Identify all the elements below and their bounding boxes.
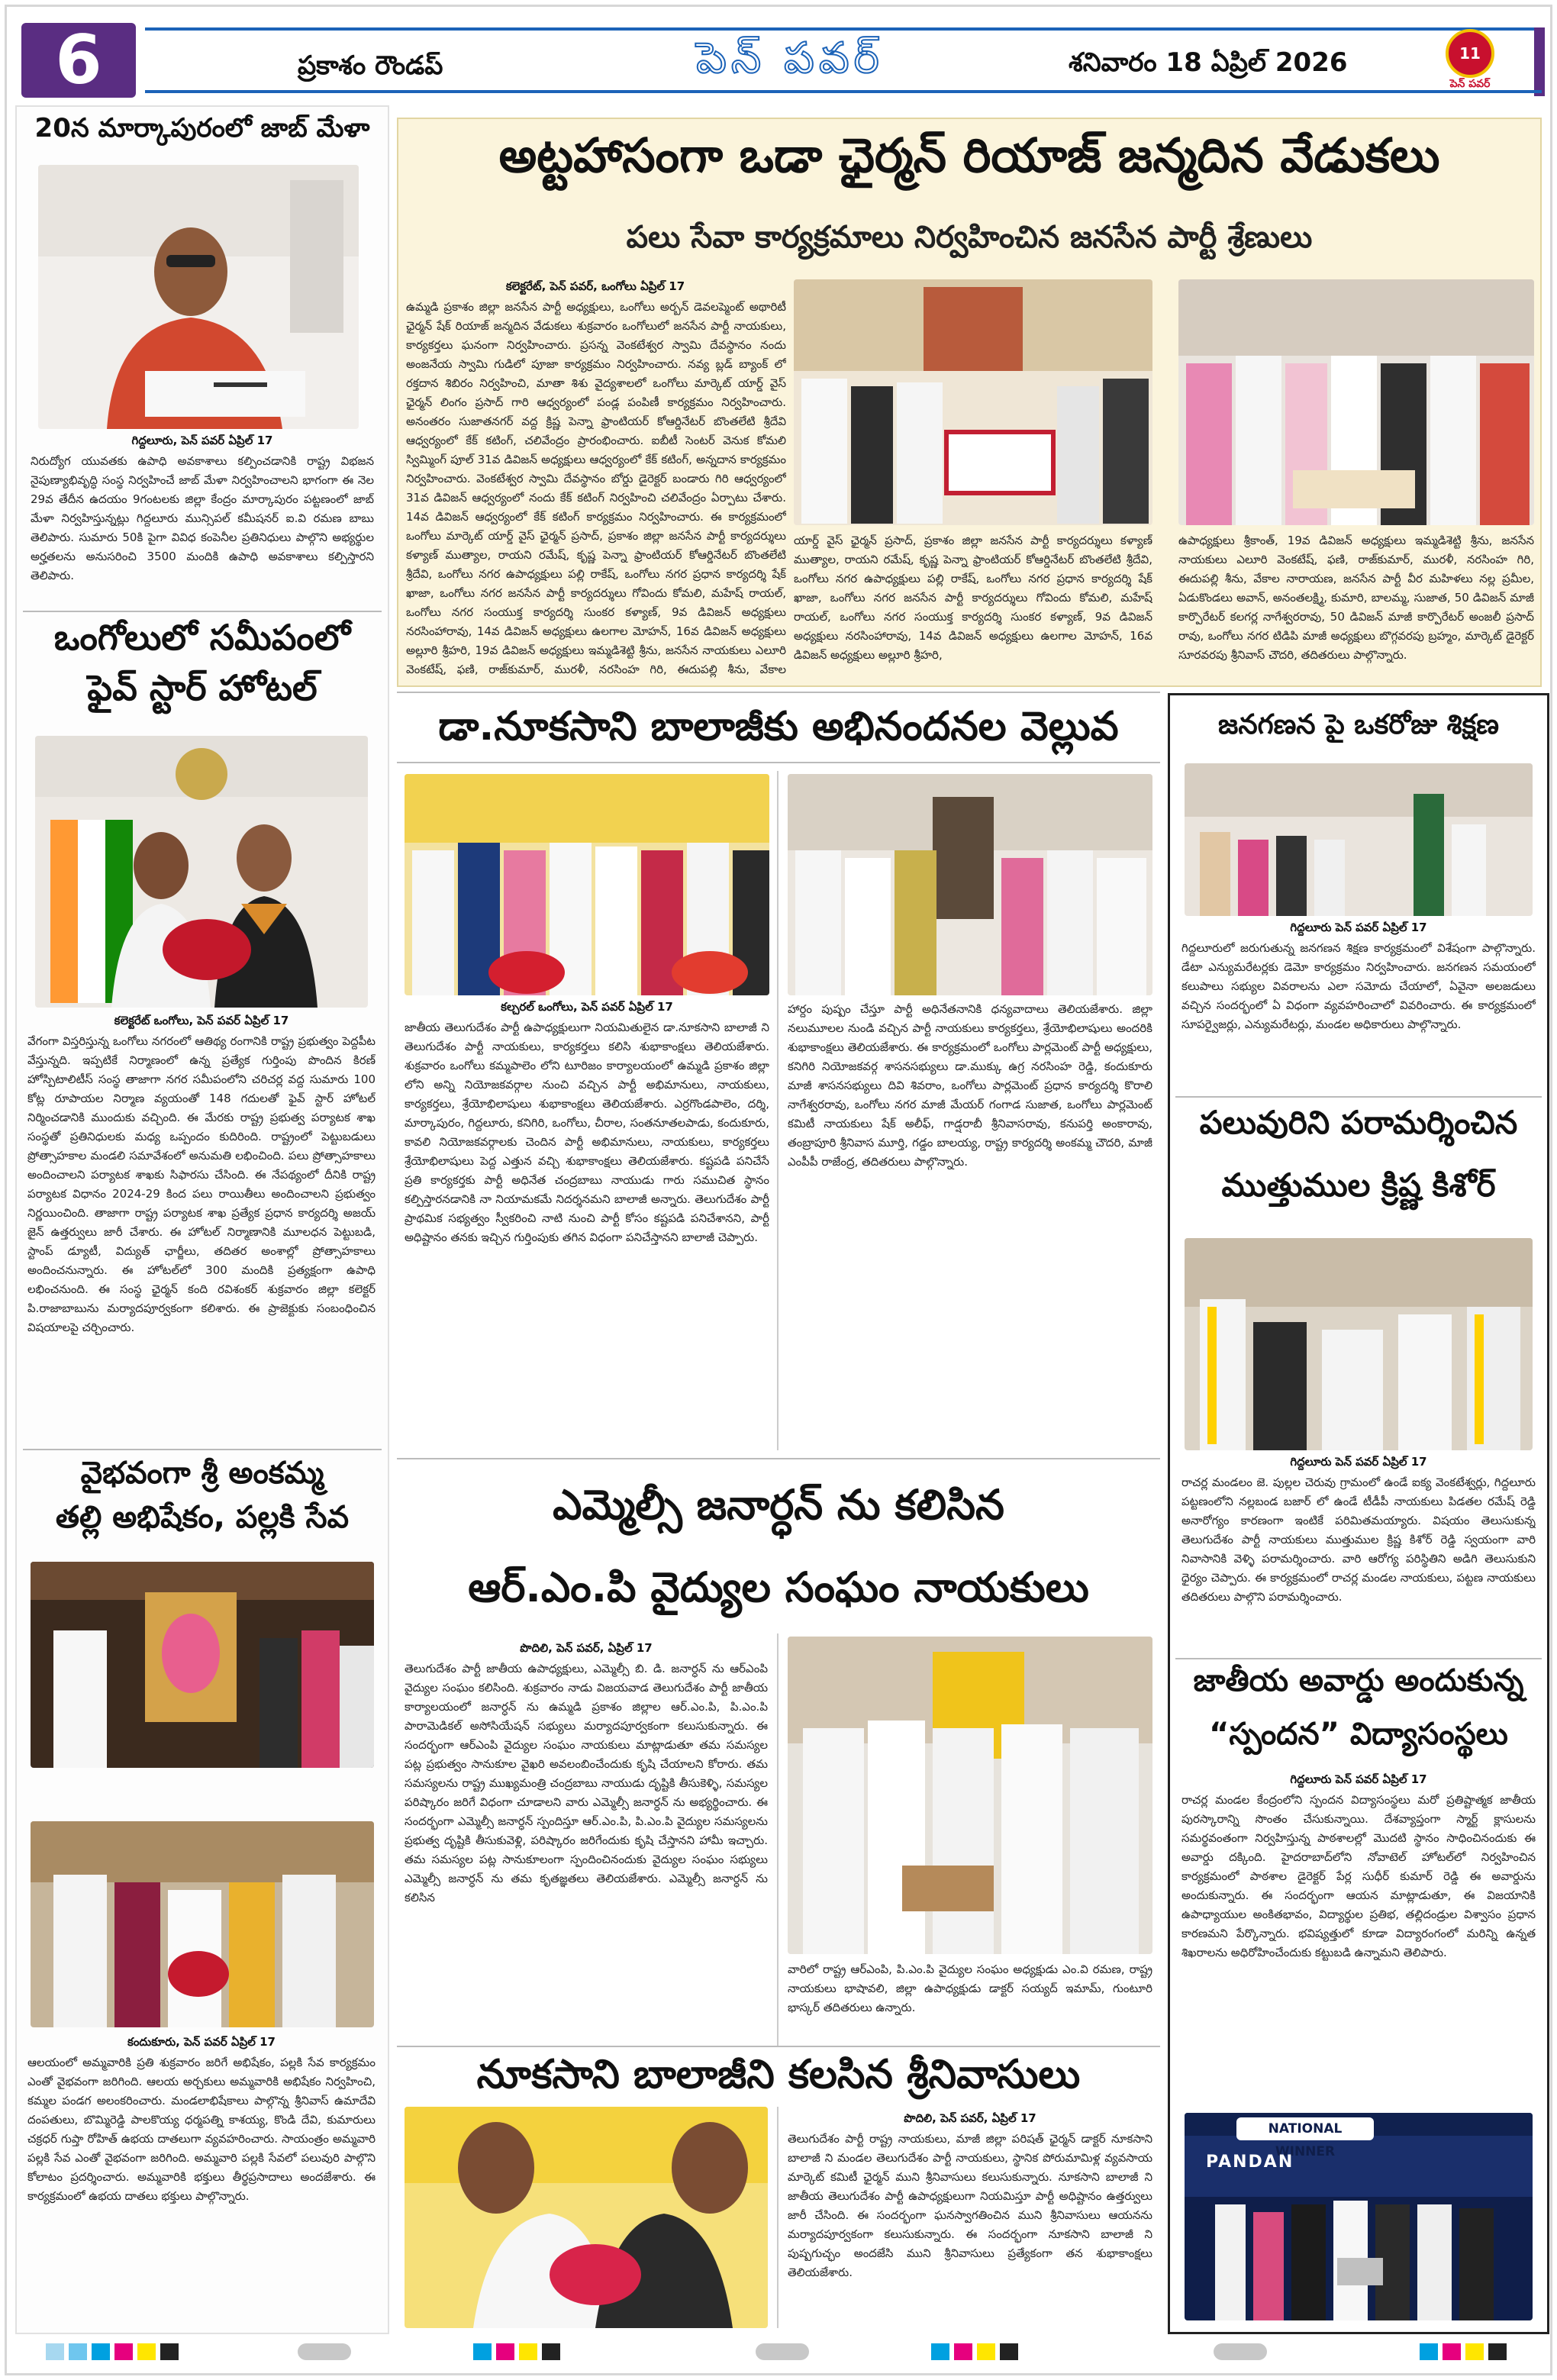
middle-story2-dateline: పొదిలి, పెన్ పవర్, ఏప్రిల్ 17 bbox=[520, 1641, 653, 1655]
middle-story2-headline-line2: ఆర్.ఎం.పి వైద్యుల సంఘం నాయకులు bbox=[468, 1563, 1089, 1611]
middle-story1-body-right: హార్దం పుష్పం చేస్తూ పార్టీ అధినేతనానికి ధన్యవాదాలు తెలియజేశారు. జిల్లా నలుమూలల నుండి వచ్చిన పార్టీ నాయకులు కార్యకర్తలు, శ్రేయోభిలాషులు అందరికి శుభాకాంక్షలు తెలియజేశారు. ఈ కార్యక్రమంలో ఒంగోలు పార్లమెంట్ పార్టీ అధ్యక్షులు, కనిగిరి నియోజకవర్గ శాసనసభ్యులు డా.ముక్కు ఉగ్ర నరసింహ రెడ్డి, కందుకూరు మాజీ శాసనసభ్యులు దివి శివరాం, ఒంగోలు పార్లమెంట్ ప్రధాన కార్యదర్శి కొరాలి నాగేశ్వరరావు, ఒంగోలు నగర మాజీ మేయర్ గంగాడ సుజాత, ఒంగోలు పార్లమెంట్ కమిటీ నాయకులు షేక్ అలీఫ్, గాడ్షరాబీ శ్రీనివాసరావు, కనుపర్తి అంకారావు, తంబ్రాపూరి శ్రీనివాస మూర్తి, గడ్డం బాలయ్య, రాష్ట్ర కార్యదర్శి అంకమ్మ చౌదరి, మాజీ ఎంపీపీ రాజేంద్ర, తదితరులు పాల్గొన్నారు. bbox=[788, 1002, 1152, 1169]
right-story3-body: రాచర్ల మండల కేంద్రంలోని స్పందన విద్యాసంస్థలు మరో ప్రతిష్టాత్మక జాతీయ పురస్కారాన్ని సొంతం చేసుకున్నాయి. దేశవ్యాప్తంగా స్మార్ట్ క్లాసులను సమర్థవంతంగా నిర్వహిస్తున్న పాఠశాలల్లో మొదటి స్థానం సాధించినందుకు ఈ అవార్డు దక్కింది. హైదరాబాద్‌లోని నోవాటెల్ హోటల్‌లో నిర్వహించిన కార్యక్రమంలో పాఠశాల డైరెక్టర్ పేర్ల సుధీర్ కుమార్ రెడ్డి ఈ అవార్డును అందుకున్నారు. ఈ సందర్భంగా ఆయన మాట్లాడుతూ, ఈ విజయానికి ఉపాధ్యాయుల అంకితభావం, విద్యార్థుల ప్రతిభ, తల్లిదండ్రుల విశ్వాసం ప్రధాన కారణమని పేర్కొన్నారు. భవిష్యత్తులో కూడా విద్యారంగంలో మరిన్ని ఉన్నత శిఖరాలను అధిరోహించేందుకు కట్టుబడి ఉన్నామని తెలిపారు. bbox=[1181, 1793, 1536, 1959]
header-top-rule bbox=[145, 27, 1542, 31]
reg-mark-1 bbox=[46, 2343, 64, 2360]
left-story1-photo bbox=[38, 165, 359, 429]
middle-column-separator-3 bbox=[777, 2107, 778, 2328]
left-story2-dateline: కలెక్టరేట్ ఒంగోలు, పెన్ పవర్ ఏప్రిల్ 17 bbox=[114, 1014, 289, 1027]
lead-subheadline: పలు సేవా కార్యక్రమాలు నిర్వహించిన జనసేన పార్టీ శ్రేణులు bbox=[626, 220, 1313, 255]
middle-story1-headline: డా.నూకసాని బాలాజీకు అభినందనల వెల్లువ bbox=[438, 704, 1119, 750]
lead-headline: అట్టహాసంగా ఒడా ఛైర్మన్ రియాజ్ జన్మదిన వేడుకలు bbox=[498, 127, 1440, 183]
reg-mark-18 bbox=[1420, 2343, 1438, 2360]
right-story1-body: గిద్దలూరులో జరుగుతున్న జనగణన శిక్షణ కార్యక్రమంలో విశేషంగా పాల్గొన్నారు. డేటా ఎన్యుమరేటర్లకు డెమో కార్యక్రమం నిర్వహించారు. జనగణన సమయంలో కలుపాలు సభ్యుల వివరాలను ఎలా సమోదు చేయాలో, ఏవైనా అలజడులు వచ్చిన సందర్భంలో ఏ విధంగా వ్యవహరించాలో వివరించారు. ఈ కార్యక్రమంలో సూపర్వైజర్లు, ఎన్యుమరేటర్లు, మండల అధికారులు పాల్గొన్నారు. bbox=[1181, 941, 1536, 1031]
left-story2-photo bbox=[35, 736, 368, 1008]
lead-photo-left bbox=[794, 279, 1152, 525]
right-story3-photo bbox=[1185, 2113, 1533, 2320]
right-story1-dateline: గిద్దలూరు పెన్ పవర్ ఏప్రిల్ 17 bbox=[1290, 921, 1427, 934]
reg-mark-14 bbox=[954, 2343, 972, 2360]
reg-mark-19 bbox=[1443, 2343, 1461, 2360]
right-story3-headline-line1: జాతీయ అవార్డు అందుకున్న bbox=[1193, 1663, 1524, 1698]
reg-mark-7 bbox=[298, 2343, 351, 2360]
left-story2-headline-line1: ఒంగోలులో సమీపంలో bbox=[53, 617, 351, 658]
page-number: 6 bbox=[21, 23, 136, 98]
reg-mark-16 bbox=[1000, 2343, 1018, 2360]
issue-date: శనివారం 18 ఏప్రిల్ 2026 bbox=[1069, 47, 1348, 78]
lead-photo-right bbox=[1178, 279, 1534, 525]
right-story2-headline-line1: పలువురిని పరామర్శించిన bbox=[1199, 1104, 1518, 1141]
middle-divider-2 bbox=[397, 1458, 1160, 1459]
right-story2-body: రాచర్ల మండలం జె. పుల్లల చెరువు గ్రామంలో ఉండే ఐక్య వెంకటేశ్వర్లు, గిద్దలూరు పట్టణంలోని నల్లబండ బజార్ లో ఉండే టీడీపీ నాయకులు పిడతల రమేష్ రెడ్డి అనారోగ్యం కారణంగా ఇంటికే పరిమితమయ్యారు. విషయం తెలుసుకున్న తెలుగుదేశం పార్టీ నాయకులు ముత్తుముల క్రిష్ణ కిశోర్ రెడ్డి స్వయంగా వారి నివాసానికి వెళ్ళి పరామర్శించారు. వారి ఆరోగ్య పరిస్థితిని అడిగి తెలుసుకుని ధైర్యం చెప్పారు. ఈ కార్యక్రమంలో రాచర్ల మండల నాయకులు, పట్టణ నాయకులు తదితరులు పాల్గొని పరామర్శించారు. bbox=[1181, 1475, 1536, 1604]
middle-story1-body-left: జాతీయ తెలుగుదేశం పార్టీ ఉపాధ్యక్షులుగా నియమితులైన డా.నూకసాని బాలాజీ ని తెలుగుదేశం పార్టీ నాయకులు, కార్యకర్తలు కలిసి శుభాకాంక్షలు తెలియజేశారు. శుక్రవారం ఒంగోలు కమ్మపాలెం లోని టూరిజం కార్యాలయంలో ఉమ్మడి ప్రకాశం జిల్లా లోని అన్ని నియోజకవర్గాల నుంచి వచ్చిన పార్టీ అభిమానులు, నాయకులు, కార్యకర్తలు, శ్రేయోభిలాషులు శుభాకాంక్షలు తెలియజేశారు. ఎర్రగొండపాలెం, దర్శి, మార్కాపురం, గిద్దలూరు, కనిగిరి, ఒంగోలు, చీరాల, సంతనూతలపాడు, కందుకూరు, కావలి నియోజకవర్గాలకు చెందిన పార్టీ అభిమానులు, నాయకులు, కార్యకర్తలు శ్రేయోభిలాషులు పెద్ద ఎత్తున వచ్చి శుభాకాంక్షలు తెలియజేశారు. కష్టపడి పనిచేసే ప్రతి కార్యకర్తకు పార్టీ అధినేత చంద్రబాబు నాయుడు గారు సముచిత స్థానం కల్పిస్తారనడానికి నా నియామకమే నిదర్శనమని బాలాజీ అన్నారు. తెలుగుదేశం పార్టీ ప్రాథమిక సభ్యత్వం స్వీకరించి నాటి నుంచి పార్టీ కోసం కష్టపడి పనిచేశానని, పార్టీ అధిష్టానం తనకు ఇచ్చిన గుర్తింపుకు తగిన విధంగా పనిచేస్తానని బాలాజీ చెప్పారు. bbox=[405, 1021, 769, 1244]
masthead: పెన్ పవర్ bbox=[696, 34, 884, 83]
reg-mark-4 bbox=[114, 2343, 133, 2360]
reg-mark-21 bbox=[1488, 2343, 1507, 2360]
middle-story2-caption: వారిలో రాష్ట్ర ఆర్ఎంపి, పి.ఎం.పి వైద్యుల సంఘం అధ్యక్షుడు ఎం.వి రమణ, రాష్ట్ర నాయకులు భాషావలి, జిల్లా ఉపాధ్యక్షుడు డాక్టర్ సయ్యద్ ఇమామ్, గుంటూరి భాస్కర్ తదితరులు ఉన్నారు. bbox=[788, 1962, 1152, 2014]
middle-story3-dateline: పొదిలి, పెన్ పవర్, ఏప్రిల్ 17 bbox=[904, 2111, 1036, 2125]
middle-divider-1b bbox=[397, 762, 1160, 763]
left-story1-headline: 20న మార్కాపురంలో జాబ్ మేళా bbox=[34, 113, 370, 144]
left-story3-photo-2 bbox=[31, 1821, 374, 2027]
logo-emblem-icon: 11 bbox=[1446, 29, 1494, 78]
middle-story1-photo-left bbox=[405, 774, 769, 995]
left-story3-dateline: కందుకూరు, పెన్ పవర్ ఏప్రిల్ 17 bbox=[127, 2035, 276, 2049]
right-divider-1 bbox=[1175, 1096, 1542, 1098]
middle-story1-dateline: కల్చరల్ ఒంగోలు, పెన్ పవర్ ఏప్రిల్ 17 bbox=[501, 1000, 673, 1014]
middle-column-separator bbox=[777, 771, 778, 1450]
right-divider-2 bbox=[1175, 1658, 1542, 1659]
middle-column-separator-2 bbox=[777, 1633, 778, 2046]
middle-story1-photo-right bbox=[788, 774, 1152, 995]
reg-mark-6 bbox=[160, 2343, 179, 2360]
middle-story2-photo bbox=[788, 1637, 1152, 1954]
reg-mark-2 bbox=[69, 2343, 87, 2360]
left-story3-headline-line1: వైభవంగా శ్రీ అంకమ్మ bbox=[80, 1456, 324, 1491]
reg-mark-8 bbox=[473, 2343, 492, 2360]
left-divider-2 bbox=[23, 1449, 382, 1450]
right-story3-headline-line2: “స్పందన” విద్యాసంస్థలు bbox=[1209, 1717, 1508, 1752]
middle-story2-body: తెలుగుదేశం పార్టీ జాతీయ ఉపాధ్యక్షులు, ఎమ్మెల్సీ బి. డి. జనార్ధన్ ను ఆర్ఎంపి వైద్యుల సంఘం కలిసింది. శుక్రవారం నాడు విజయవాడ తెలుగుదేశం పార్టీ జాతీయ కార్యాలయంలో జనార్ధన్ ను ఉమ్మడి ప్రకాశం జిల్లాల ఆర్.ఎం.పి, పి.ఎం.పి పారామెడికల్ అసోసియేషన్ సభ్యులు మర్యాదపూర్వకంగా కలుసుకున్నారు. ఈ సందర్భంగా ఆర్ఎంపి వైద్యుల సంఘం నాయకులు మాట్లాడుతూ తమ సమస్యల పట్ల ప్రభుత్వం సానుకూల వైఖరి అవలంబించేందుకు కృషి చేయాలని కోరారు. తమ సమస్యలను రాష్ట్ర ముఖ్యమంత్రి చంద్రబాబు నాయుడు దృష్టికి తీసుకెళ్ళి, సమస్యల పరిష్కారం జరిగే విధంగా చూడాలని వారు ఎమ్మెల్సీ జనార్ధన్ ను అభ్యర్థించారు. ఈ సందర్భంగా ఎమ్మెల్సీ జనార్ధన్ స్పందిస్తూ ఆర్.ఎం.పి, పి.ఎం.పి వైద్యుల సమస్యలను ప్రభుత్వ దృష్టికి తీసుకువెళ్లి, పరిష్కారం జరిగేందుకు కృషి చేస్తానని హామీ ఇచ్చారు. తమ సమస్యల పట్ల సానుకూలంగా స్పందించినందుకు వైద్యుల సంఘం సభ్యులు ఎమ్మెల్సీ జనార్ధన్ ను తమ కృతజ్ఞతలు తెలియజేశారు. ఎమ్మెల్సీ జనార్ధన్ ను కలిసిన bbox=[405, 1662, 768, 1904]
left-story3-photo-1 bbox=[31, 1562, 374, 1768]
edition-name: ప్రకాశం రౌండప్ bbox=[298, 50, 443, 81]
award-banner: NATIONAL WINNER bbox=[1236, 2117, 1374, 2140]
left-story2-headline-line2: ఫైవ్ స్టార్ హోటల్ bbox=[87, 667, 318, 708]
reg-mark-10 bbox=[519, 2343, 537, 2360]
reg-mark-3 bbox=[92, 2343, 110, 2360]
right-story2-dateline: గిద్దలూరు పెన్ పవర్ ఏప్రిల్ 17 bbox=[1290, 1455, 1427, 1469]
left-story3-headline-line2: తల్లి అభిషేకం, పల్లకి సేవ bbox=[55, 1500, 350, 1535]
left-story1-dateline: గిద్దలూరు, పెన్ పవర్ ఏప్రిల్ 17 bbox=[131, 434, 273, 447]
reg-mark-17 bbox=[1214, 2343, 1267, 2360]
lead-body: ఉమ్మడి ప్రకాశం జిల్లా జనసేన పార్టీ అధ్యక్షులు, ఒంగోలు అర్బన్ డెవలప్మెంట్ అథారిటీ ఛైర్మన్ షేక్ రియాజ్ జన్మదిన వేడుకలు శుక్రవారం ఒంగోలులో జనసేన పార్టీ నాయకులు, కార్యకర్తలు ఘనంగా నిర్వహించారు. ప్రసన్న వెంకటేశ్వర స్వామి దేవస్థానం నందు అంజనేయ స్వామి గుడిలో పూజా కార్యక్రమం నిర్వహించారు. నవ్య బ్లడ్ బ్యాంక్ లో రక్తదాన శిబిరం నిర్వహించి, మాతా శిశు వైద్యశాలలో ఒంగోలు మార్కెట్ యార్డ్ వైస్ ఛైర్మన్ లింగం ప్రసాద్ గారి ఆధ్వర్యంలో పండ్ల పంపిణీ కార్యక్రమం నిర్వహించారు. అనంతరం సుజాతనగర్ వద్ద క్రిష్ణ పెన్నా ఫ్రాంటియర్ కోఆర్డినేటర్ బొంతలేటి శ్రీదేవి ఆధ్వర్యంలో కేక్ కటింగ్, చలివేంద్రం ప్రారంభించారు. ఐబీటీ సెంటర్ వెనుక కోమలి స్విమ్మింగ్ పూల్ 31వ డివిజన్ అధ్యక్షులు ఆధ్వర్యంలో కేక్ కటింగ్, అన్నదాన కార్యక్రమం నిర్వహించారు. వెంకటేశ్వర స్వామి దేవస్థానం బోర్డు డైరెక్టర్ బండారు గిరి ఆధ్వర్యంలో 31వ డివిజన్ ఆధ్వర్యంలో నందు కేక్ కటింగ్ నిర్వహించి చలివేంద్రం ఏర్పాటు చేశారు. 14వ డివిజన్ ఆధ్వర్యంలో కేక్ కటింగ్ కార్యక్రమం నిర్వహించారు. ఈ కార్యక్రమంలో ఒంగోలు మార్కెట్ యార్డ్ వైస్ ఛైర్మన్ ప్రసాద్, ప్రకాశం జిల్లా జనసేన పార్టీ కార్యదర్శులు కళ్యాణ్ ముత్యాల, రాయని రమేష్, కృష్ణ పెన్నా ఫ్రాంటియర్ కోఆర్డినేటర్ బొంతలేటి శ్రీదేవి, ఒంగోలు నగర ఉపాధ్యక్షులు పల్లి రాకేష్, ఒంగోలు నగర ప్రధాన కార్యదర్శి షేక్ ఖాజా, ఒంగోలు నగర జనసేన పార్టీ కార్యదర్శులు గోవిందు కోమలి, మహేష్ రాయల్, ఒంగోలు నగర సంయుక్త కార్యదర్శి సుంకర కళ్యాణ్, 9వ డివిజన్ అధ్యక్షులు నరసింహారావు, 14వ డివిజన్ అధ్యక్షులు ఉలగాల మోహన్, 16వ డివిజన్ అధ్యక్షులు అల్లూరి శ్రీహరి, 19వ డివిజన్ అధ్యక్షులు ఇమ్మడిశెట్టి శ్రీను, జనసేన నాయకులు ఎలూరి వెంకటేష్, ఫణి, రాజ్‌కుమార్, మురళీ, నరసింహ గిరి, ఈదుపల్లి శీను, వేకాల bbox=[406, 300, 786, 676]
reg-mark-9 bbox=[496, 2343, 514, 2360]
reg-mark-12 bbox=[756, 2343, 809, 2360]
header-side-bar bbox=[1534, 27, 1545, 96]
header-bottom-rule bbox=[145, 90, 1542, 93]
right-story3-dateline: గిద్దలూరు పెన్ పవర్ ఏప్రిల్ 17 bbox=[1290, 1772, 1427, 1786]
middle-divider-3 bbox=[397, 2046, 1160, 2047]
reg-mark-11 bbox=[542, 2343, 560, 2360]
right-story1-headline: జనగణన పై ఒకరోజు శిక్షణ bbox=[1218, 709, 1499, 740]
middle-story3-headline: నూకసాని బాలాజీని కలసిన శ్రీనివాసులు bbox=[476, 2052, 1081, 2098]
left-story2-body: వేగంగా విస్తరిస్తున్న ఒంగోలు నగరంలో ఆతిథ్య రంగానికి రాష్ట్ర ప్రభుత్వం పెద్దపీట వేస్తున్నది. ఇప్పటికే నిర్మాణంలో ఉన్న ప్రత్యేక గుర్తింపు పొందిన కిరణ్ హోస్పిటాలిటీస్ సంస్థ తాజాగా నగర సమీపంలోని చరిచర్ల వద్ద సుమారు 100 కోట్ల రూపాయల నిర్మాణ వ్యయంతో 148 గదులతో ఫైవ్ స్టార్ హోటల్ నిర్మించడానికి ముందుకు వచ్చింది. ఈ మేరకు రాష్ట్ర ప్రభుత్వ పర్యాటక శాఖ సంస్థతో ప్రతినిధులకు మధ్య ఒప్పందం కుదిరింది. రాష్ట్రంలో పెట్టుబడులు ప్రోత్సాహకాల మండలి సమావేశంలో అనుమతి లభించింది. పలు ప్రోత్సాహకాలు అందించాలని పర్యాటక శాఖకు సిఫారసు చేసింది. ఈ నేపథ్యంలో దీనికి రాష్ట్ర పర్యాటక విధానం 2024-29 కింద పలు రాయితీలు అందించాలని ప్రభుత్వం నిర్ణయించింది. తాజాగా రాష్ట్ర పర్యాటక శాఖ ప్రత్యేక ప్రధాన కార్యదర్శి అజయ్ జైన్ ఉత్తర్వులు జారీ చేశారు. ఈ హోటల్ నిర్మాణానికి మూలధన పెట్టుబడి, స్టాంప్ డ్యూటీ, విద్యుత్ ఛార్జీలు, తదితర అంశాల్లో ప్రోత్సాహకాలు అందించనున్నారు. ఈ హోటల్‌లో 300 మందికి ప్రత్యక్షంగా ఉపాధి లభించనుంది. ఈ సంస్థ ఛైర్మన్ కంది రవిశంకర్ శుక్రవారం జిల్లా కలెక్టర్ పి.రాజాబాబును మర్యాదపూర్వకంగా కలిశారు. ఈ ప్రాజెక్టుకు సంబంధించిన విషయాలపై చర్చించారు. bbox=[27, 1034, 376, 1334]
right-story2-photo bbox=[1185, 1238, 1533, 1450]
right-story2-headline-line2: ముత్తుముల క్రిష్ణ కిశోర్ bbox=[1221, 1166, 1496, 1204]
reg-mark-15 bbox=[977, 2343, 995, 2360]
left-story1-body: నిరుద్యోగ యువతకు ఉపాధి అవకాశాలు కల్పించడానికి రాష్ట్ర విభజన నైపుణ్యాభివృద్ధి సంస్థ నిర్వహించే జాబ్ మేళా నిర్వహించాలని భాగంగా ఈ నెల 29వ తేదీన ఉదయం 9గంటలకు జిల్లా కేంద్రం మార్కాపురం పట్టణంలో జాబ్ మేళా నిర్వహిస్తున్నట్లు గిద్దలూరు మున్సిపల్ కమీషనర్ ఐ.వి రమణ బాబు తెలిపారు. సుమారు 50కి పైగా వివిధ కంపెనీల ప్రతినిధులు పాల్గొని అభ్యర్థుల అర్హతలను అనుసరించి 3500 మందికి ఉపాధి అవకాశాలు కల్పిస్తారని తెలిపారు. bbox=[31, 454, 374, 582]
middle-story3-body: తెలుగుదేశం పార్టీ రాష్ట్ర నాయకులు, మాజీ జిల్లా పరిషత్ ఛైర్మన్ డాక్టర్ నూకసాని బాలాజీ ని మండల తెలుగుదేశం పార్టీ నాయకులు, స్థానిక పోరుమామిళ్ల వ్యవసాయ మార్కెట్ కమిటీ ఛైర్మన్ ముని శ్రీనివాసులు కలుసుకున్నారు. నూకసాని బాలాజీ ని జాతీయ తెలుగుదేశం పార్టీ ఉపాధ్యక్షులుగా నియమిస్తూ పార్టీ అధిష్టానం ఉత్తర్వులు జారీ చేసింది. ఈ సందర్భంగా ఘనస్వాగతించిన ముని శ్రీనివాసులు ఆయనను మర్యాదపూర్వకంగా కలుసుకున్నారు. ఈ సందర్భంగా నూకసాని బాలాజీ ని పుష్పగుచ్ఛం అందజేసి ముని శ్రీనివాసులు ప్రత్యేకంగా తన శుభాకాంక్షలు తెలియజేశారు. bbox=[788, 2132, 1152, 2279]
middle-story2-headline-line1: ఎమ్మెల్సీ జనార్ధన్ ను కలిసిన bbox=[553, 1481, 1004, 1529]
left-story3-body: ఆలయంలో అమ్మవారికి ప్రతి శుక్రవారం జరిగే అభిషేకం, పల్లకి సేవ కార్యక్రమం ఎంతో వైభవంగా జరిగింది. ఆలయ అర్చకులు అమ్మవారికి అభిషేకం నిర్వహించి, కమ్మల పండగ అలంకరించారు. మండలాభిషేకాలు పాల్గొన్న శ్రీనివాస్ ఉమాదేవి దంపతులు, బొమ్మిరెడ్డి పాలకొయ్య ధర్మపత్ని కాశయ్య, కొండి దేవి, కుమారులు చక్రధర్ గుప్తా రోహిత్ ఉభయ దాతలుగా వ్యవహరించారు. సాయంత్రం అమ్మవారి పల్లకి సేవ ఎంతో వైభవంగా జరిగింది. అమ్మవారి పల్లకి సేవలో పలువురి పాల్గొని కోలాటం ప్రదర్శించారు. అమ్మవారికి భక్తులు తీర్థప్రసాదాలు అందజేశారు. ఈ కార్యక్రమంలో ఉభయ దాతలు భక్తులు పాల్గొన్నారు. bbox=[27, 2056, 376, 2203]
reg-mark-20 bbox=[1465, 2343, 1484, 2360]
newspaper-logo bbox=[1435, 29, 1505, 89]
lead-caption-right: ఉపాధ్యక్షులు శ్రీకాంత్, 19వ డివిజన్ అధ్యక్షులు ఇమ్మడిశెట్టి శ్రీను, జనసేన నాయకులు ఎలూరి వెంకటేష్, ఫణి, రాజ్‌కుమార్, మురళీ, నరసింహ గిరి, ఈదుపల్లి శీను, వేకాల నారాయణ, జనసేన పార్టీ వీర మహిళలు నల్ల ప్రమీల, ఏడుకొండలు అవాన్, అనంతలక్ష్మి, కుమారి, బాలమ్మ, సుజాత, 50 డివిజన్ మాజీ కార్పొరేటర్ కలగర్ల నాగేశ్వరరావు, 50 డివిజన్ మాజీ కార్పొరేటర్ అంజలీ ప్రసాద్ రావు, ఒంగోలు నగర టిడిపి మాజీ అధ్యక్షులు బొగ్గవరపు బ్రహ్మం, మార్కెట్ డైరెక్టర్ సూరవరపు శ్రీనివాస్ చౌదరి, తదితరులు పాల్గొన్నారు. bbox=[1178, 534, 1534, 662]
middle-divider-1 bbox=[397, 692, 1160, 693]
middle-story3-photo bbox=[405, 2107, 768, 2328]
award-stage-text: PANDAN bbox=[1206, 2153, 1294, 2172]
lead-caption-left: యార్డ్ వైస్ ఛైర్మన్ ప్రసాద్, ప్రకాశం జిల్లా జనసేన పార్టీ కార్యదర్శులు కళ్యాణ్ ముత్యాల, రాయని రమేష్, కృష్ణ పెన్నా ఫ్రాంటియర్ కోఆర్డినేటర్ బొంతలేటి శ్రీదేవి, ఒంగోలు నగర ఉపాధ్యక్షులు పల్లి రాకేష్, ఒంగోలు నగర ప్రధాన కార్యదర్శి షేక్ ఖాజా, ఒంగోలు నగర జనసేన పార్టీ కార్యదర్శులు గోవిందు కోమలి, మహేష్ రాయల్, ఒంగోలు నగర సంయుక్త కార్యదర్శి సుంకర కళ్యాణ్, 9వ డివిజన్ అధ్యక్షులు నరసింహారావు, 14వ డివిజన్ అధ్యక్షులు ఉలగాల మోహన్, 16వ డివిజన్ అధ్యక్షులు అల్లూరి శ్రీహరి, bbox=[794, 534, 1152, 662]
right-story1-photo bbox=[1185, 763, 1533, 916]
reg-mark-5 bbox=[137, 2343, 156, 2360]
left-divider-1 bbox=[23, 611, 382, 612]
lead-dateline: కలెక్టరేట్, పెన్ పవర్, ఒంగోలు ఏప్రిల్ 17 bbox=[505, 279, 685, 293]
logo-text: పెన్ పవర్ bbox=[1449, 78, 1491, 90]
reg-mark-13 bbox=[931, 2343, 949, 2360]
